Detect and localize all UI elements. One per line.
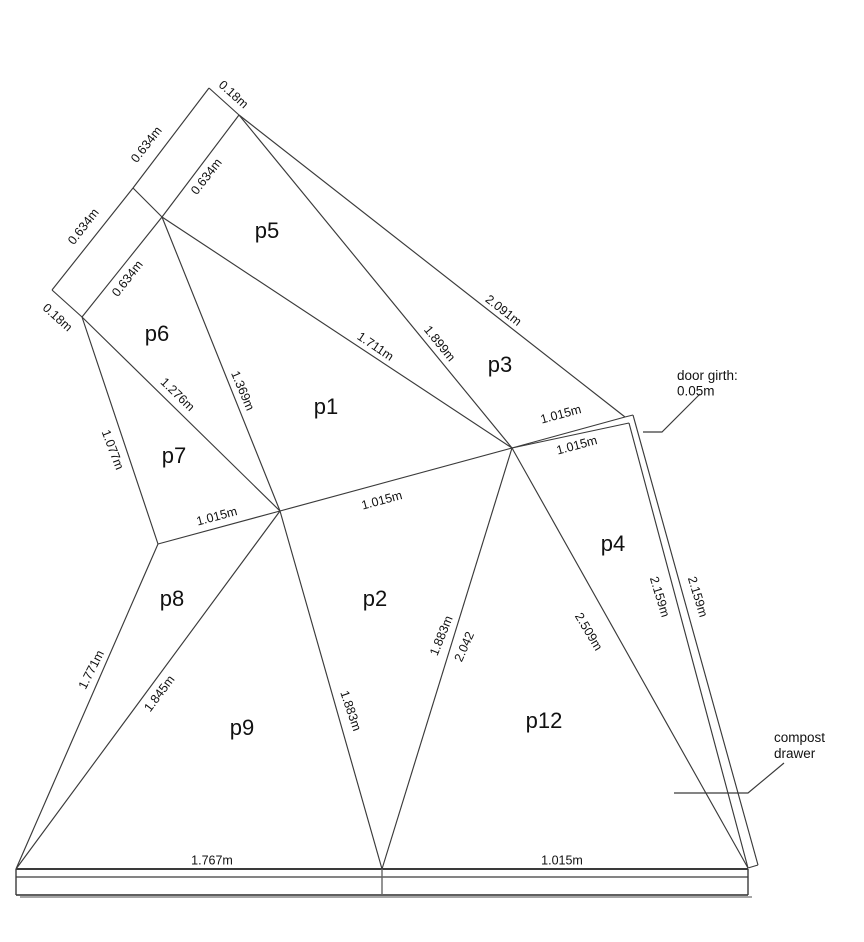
compost-drawer-note-leader bbox=[674, 763, 784, 793]
measurement-label: 1.883m bbox=[337, 688, 365, 733]
diagram-edge bbox=[382, 448, 512, 869]
diagram-edge bbox=[16, 544, 158, 869]
measurement-label: 1.767m bbox=[191, 853, 233, 868]
diagram-edge bbox=[280, 511, 382, 869]
measurement-label: 2.091m bbox=[482, 292, 525, 329]
measurement-label: 1.015m bbox=[541, 853, 583, 868]
diagram-edge bbox=[82, 317, 158, 544]
diagram-edge bbox=[512, 448, 748, 868]
measurement-label: 1.015m bbox=[359, 488, 404, 513]
measurement-label: 1.771m bbox=[75, 647, 108, 692]
measurement-label: 0.634m bbox=[128, 123, 165, 166]
compost-drawer-note: compost bbox=[774, 730, 826, 745]
panel-label-p9: p9 bbox=[229, 714, 255, 740]
diagram-edge bbox=[82, 317, 280, 511]
measurement-label: 2.509m bbox=[571, 610, 606, 654]
measurement-label: 1.711m bbox=[354, 329, 397, 364]
diagram-edge bbox=[625, 415, 633, 417]
measurement-label: 0.18m bbox=[39, 300, 76, 335]
measurement-label: 1.015m bbox=[538, 402, 583, 427]
compost-drawer-note: drawer bbox=[774, 746, 816, 761]
measurement-label: 2.159m bbox=[646, 574, 673, 619]
diagram-edge bbox=[239, 115, 625, 417]
measurement-label: 2.042 bbox=[451, 629, 478, 664]
panel-label-p12: p12 bbox=[525, 707, 563, 733]
diagram-edge bbox=[629, 423, 748, 868]
panel-label-p5: p5 bbox=[254, 217, 280, 243]
diagram-edge bbox=[82, 217, 162, 317]
diagram-edge bbox=[162, 115, 239, 217]
diagram-edge bbox=[239, 115, 512, 448]
measurement-label: 0.634m bbox=[65, 205, 102, 248]
panel-label-p8: p8 bbox=[159, 585, 185, 611]
panel-label-p4: p4 bbox=[600, 530, 626, 556]
panel-label-p3: p3 bbox=[487, 351, 513, 377]
measurement-label: 1.883m bbox=[427, 613, 456, 658]
diagram-edge bbox=[633, 415, 758, 865]
measurement-label: 1.369m bbox=[228, 368, 258, 413]
door-girth-note: door girth: bbox=[677, 368, 738, 383]
measurement-label: 1.845m bbox=[141, 672, 178, 715]
measurement-label: 0.634m bbox=[109, 257, 146, 300]
diagram-edge bbox=[748, 865, 758, 868]
measurement-label: 0.634m bbox=[188, 155, 225, 198]
door-girth-note: 0.05m bbox=[677, 383, 715, 399]
measurement-label: 1.015m bbox=[194, 504, 239, 529]
panel-label-p7: p7 bbox=[161, 442, 187, 468]
panel-label-p2: p2 bbox=[362, 585, 388, 611]
measurement-label: 0.18m bbox=[215, 77, 252, 112]
measurement-label: 1.077m bbox=[98, 427, 127, 472]
door-girth-note-leader bbox=[643, 394, 700, 432]
measurement-label: 1.899m bbox=[420, 322, 459, 365]
measurement-label: 2.159m bbox=[684, 574, 711, 619]
diagram-edge bbox=[16, 511, 280, 869]
panel-label-p6: p6 bbox=[144, 320, 170, 346]
measurement-label: 1.015m bbox=[554, 433, 599, 458]
measurement-label: 1.276m bbox=[157, 374, 198, 415]
panel-label-p1: p1 bbox=[313, 393, 339, 419]
diagram-edge bbox=[133, 188, 162, 217]
